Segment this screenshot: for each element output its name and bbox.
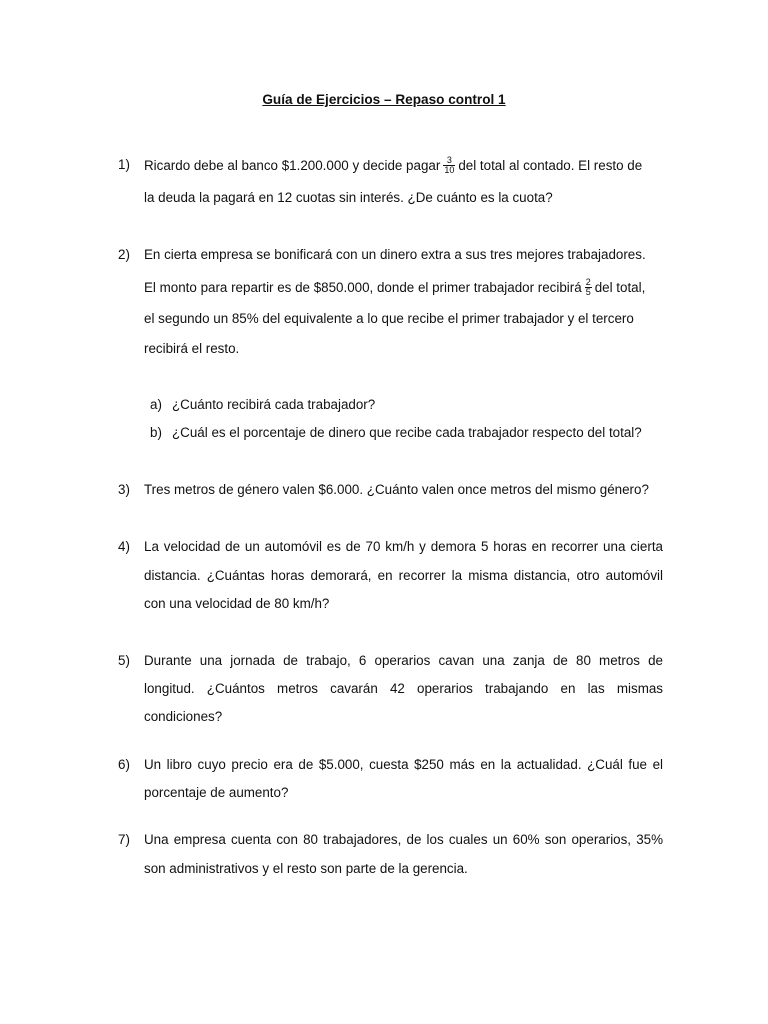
sub-question-label: a) (150, 397, 162, 412)
exercise-number: 6) (118, 757, 130, 772)
exercise-number: 2) (118, 247, 130, 262)
exercise-number: 5) (118, 653, 130, 668)
sub-question-label: b) (150, 425, 162, 440)
exercise-line (144, 279, 645, 298)
sub-question-text: ¿Cuál es el porcentaje de dinero que recibe cada trabajador respecto del total? (172, 425, 642, 440)
exercise-line: porcentaje de aumento? (144, 785, 289, 800)
exercise-line: longitud. ¿Cuántos metros cavarán 42 operarios trabajando en las mismas (144, 681, 663, 696)
exercise-line: la deuda la pagará en 12 cuotas sin interés. ¿De cuánto es la cuota? (144, 190, 553, 205)
exercise-line: Un libro cuyo precio era de $5.000, cuesta $250 más en la actualidad. ¿Cuál fue el (144, 757, 663, 772)
exercise-line: el segundo un 85% del equivalente a lo que recibe el primer trabajador y el tercero (144, 311, 634, 326)
fraction-denominator: 10 (444, 165, 455, 175)
exercise-number: 1) (118, 157, 130, 172)
fraction-denominator: 5 (585, 287, 591, 297)
fraction-numerator: 2 (585, 277, 591, 287)
exercise-text: del total al contado. El resto de (458, 158, 643, 174)
exercise-line: recibirá el resto. (144, 341, 240, 356)
exercise-line: condiciones? (144, 709, 223, 724)
exercise-text: El monto para repartir es de $850.000, donde el primer trabajador recibirá (144, 280, 582, 296)
exercise-line: distancia. ¿Cuántas horas demorará, en recorrer la misma distancia, otro automóvil (144, 568, 663, 583)
exercise-line: La velocidad de un automóvil es de 70 km/h y demora 5 horas en recorrer una cierta (144, 539, 663, 554)
exercise-text: del total, (594, 280, 646, 296)
exercise-number: 7) (118, 832, 130, 847)
exercise-line: son administrativos y el resto son parte de la gerencia. (144, 861, 468, 876)
exercise-line (144, 157, 642, 176)
exercise-line: Una empresa cuenta con 80 trabajadores, de los cuales un 60% son operarios, 35% (144, 832, 663, 847)
fraction (585, 278, 592, 297)
fraction (443, 156, 455, 175)
exercise-number: 3) (118, 482, 130, 497)
exercise-text: Ricardo debe al banco $1.200.000 y decide pagar (144, 158, 441, 174)
exercise-line: con una velocidad de 80 km/h? (144, 596, 330, 611)
page-title: Guía de Ejercicios – Repaso control 1 (262, 92, 506, 107)
exercise-line: Tres metros de género valen $6.000. ¿Cuánto valen once metros del mismo género? (144, 482, 649, 497)
sub-question-text: ¿Cuánto recibirá cada trabajador? (172, 397, 376, 412)
exercise-number: 4) (118, 539, 130, 554)
fraction-numerator: 3 (446, 155, 452, 165)
exercise-line: Durante una jornada de trabajo, 6 operarios cavan una zanja de 80 metros de (144, 653, 663, 668)
exercise-line: En cierta empresa se bonificará con un dinero extra a sus tres mejores trabajadores. (144, 247, 646, 262)
